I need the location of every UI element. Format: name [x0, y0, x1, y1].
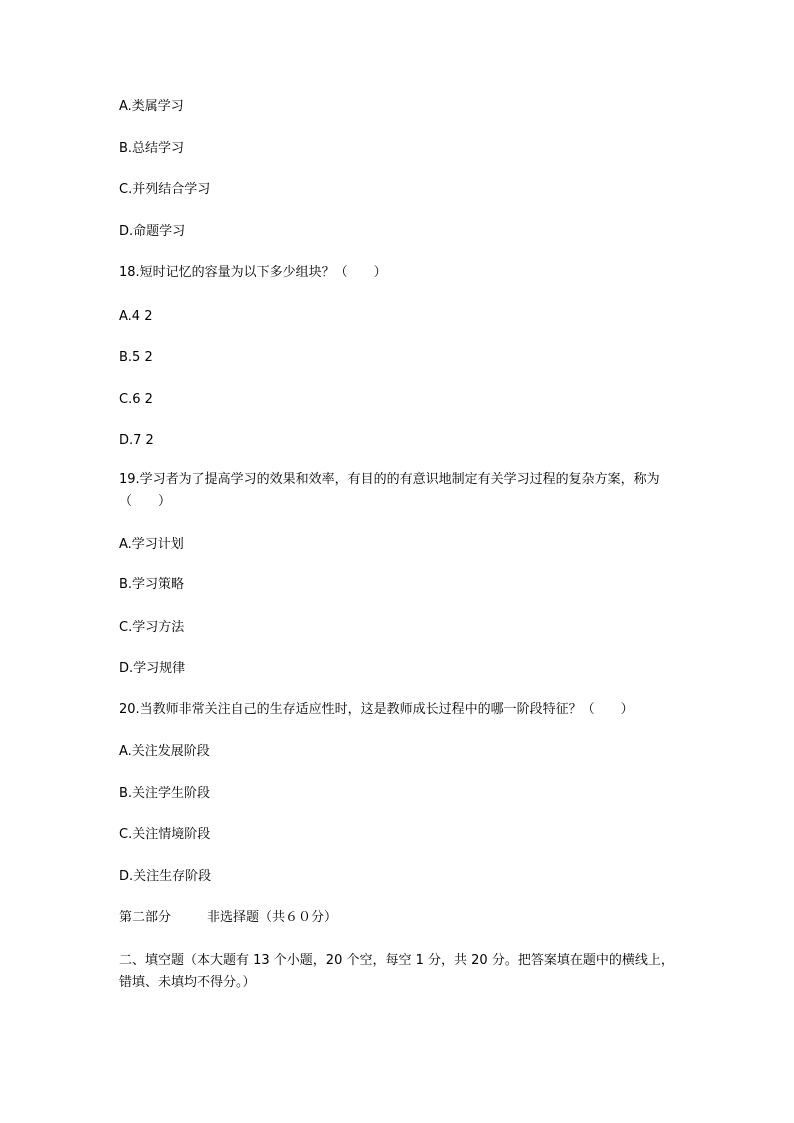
- q19-option-a: A.学习计划: [119, 537, 184, 552]
- q19-option-b: B.学习策略: [119, 577, 185, 592]
- q18-option-a: A.4 2: [119, 309, 153, 324]
- part-two-title: 非选择题（共６０分）: [207, 910, 338, 925]
- section-two-heading: 二、填空题（本大题有 13 个小题，20 个空，每空 1 分，共 20 分。把答案填在题中的横线上，错填、未填均不得分。）: [119, 953, 674, 990]
- q18-option-d: D.7 2: [119, 433, 154, 448]
- q17-option-c: C.并列结合学习: [119, 182, 211, 197]
- q20-option-a: A.关注发展阶段: [119, 744, 210, 759]
- q19-stem: 19.学习者为了提高学习的效果和效率，有目的的有意识地制定有关学习过程的复杂方案，称为（ ）: [119, 472, 660, 509]
- q18-stem: 18.短时记忆的容量为以下多少组块？（ ）: [119, 265, 387, 280]
- q18-option-b: B.5 2: [119, 350, 153, 365]
- q17-option-b: B.总结学习: [119, 141, 185, 156]
- q18-option-c: C.6 2: [119, 392, 153, 407]
- part-two-label: 第二部分: [119, 910, 172, 925]
- q17-option-a: A.类属学习: [119, 99, 184, 114]
- q20-option-b: B.关注学生阶段: [119, 786, 211, 801]
- q17-option-d: D.命题学习: [119, 224, 186, 239]
- q19-option-c: C.学习方法: [119, 620, 185, 635]
- q20-option-d: D.关注生存阶段: [119, 869, 212, 884]
- q20-stem: 20.当教师非常关注自己的生存适应性时，这是教师成长过程中的哪一阶段特征？（ ）: [119, 702, 634, 717]
- part-two-heading: [119, 908, 337, 928]
- q20-option-c: C.关注情境阶段: [119, 827, 211, 842]
- q19-option-d: D.学习规律: [119, 661, 186, 676]
